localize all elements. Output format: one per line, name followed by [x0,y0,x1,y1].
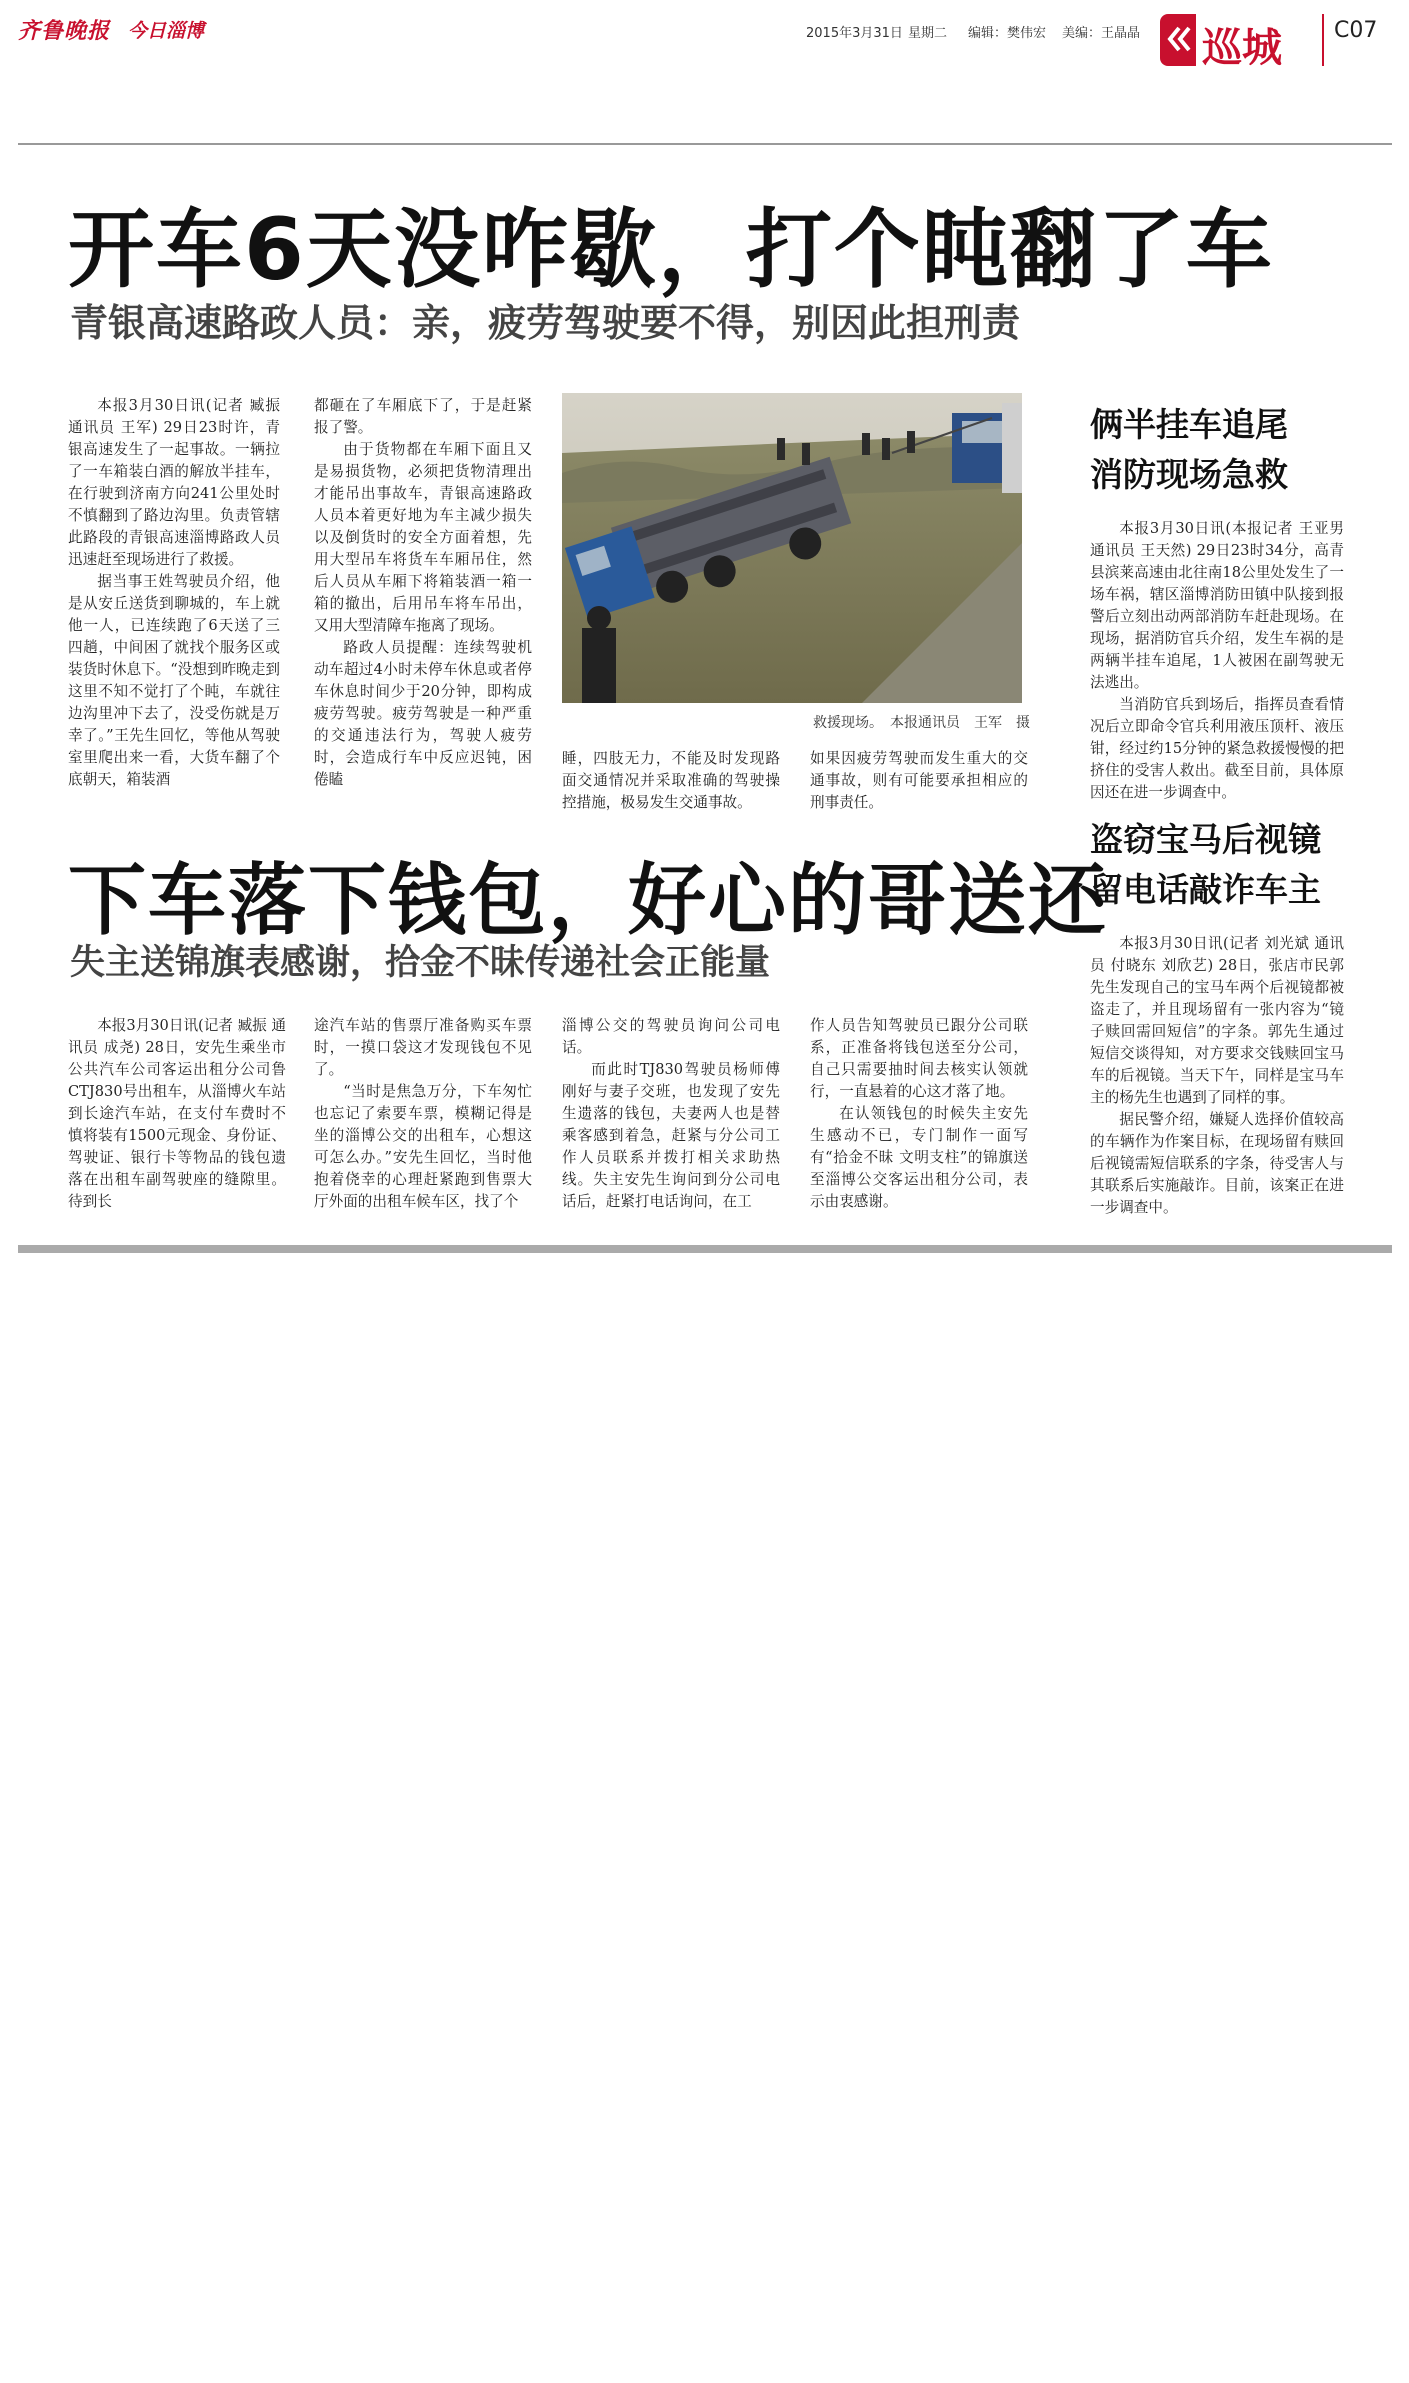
designer-credit: 美编：王晶晶 [1062,26,1141,41]
article1-column-2 [314,395,532,815]
article1-subheadline: 青银高速路政人员：亲，疲劳驾驶要不得，别因此担刑责 [70,301,1021,345]
editor-credit: 编辑：樊伟宏 [968,26,1047,41]
photo-caption: 救援现场。 本报通讯员 王军 摄 [813,715,1030,731]
article1-para-4: 由于货物都在车厢下面且又是易损货物，必须把货物清理出才能吊出事故车，青银高速路政人员本着更好地为车主减少损失以及倒货时的安全方面着想，先用大型吊车将货车车厢吊住，然后人员从车厢下将箱装酒一箱一箱的撤出，后用吊车将车吊出，又用大型清障车拖离了现场。 [314,441,532,634]
double-chevron-left-icon [1166,24,1192,54]
section-title: 巡城 [1202,25,1282,71]
masthead-rule [18,143,1392,145]
sidebar2-para-2: 据民警介绍，嫌疑人选择价值较高的车辆作为作案目标，在现场留有赎回后视镜需短信联系的字条，待受害人与其联系后实施敲诈。目前，该案正在进一步调查中。 [1090,1111,1344,1216]
article1-para-2: 据当事王姓驾驶员介绍，他是从安丘送货到聊城的，车上就他一人，已连续跑了6天送了三四趟，中间困了就找个服务区或装货时休息下。“没想到昨晚走到这里不知不觉打了个盹，车就往边沟里冲下去了，没受伤就是万幸了。”王先生回忆，等他从驾驶室里爬出来一看，大货车翻了个底朝天，箱装酒 [68,573,280,788]
sidebar1-headline-line1: 俩半挂车追尾 [1090,405,1288,444]
article1-column-1 [68,395,280,815]
article1-column-3 [562,748,780,818]
article1-para-7: 如果因疲劳驾驶而发生重大的交通事故，则有可能要承担相应的刑事责任。 [810,750,1028,811]
edition-name: 今日淄博 [128,20,205,42]
article2-para-5: 而此时TJ830驾驶员杨师傅刚好与妻子交班，也发现了安先生遗落的钱包，夫妻两人也是替乘客感到着急，赶紧与分公司工作人员联系并拨打相关求助热线。失主安先生询问到分公司电话后，赶紧打电话询问，在工 [562,1061,780,1210]
sidebar1-headline-line2: 消防现场急救 [1090,455,1288,494]
article2-para-1: 本报3月30日讯(记者 臧振 通讯员 成尧) 28日，安先生乘坐市公共汽车公司客运出租分公司鲁CTJ830号出租车，从淄博火车站到长途汽车站，在支付车费时不慎将装有1500元现金、身份证、驾驶证、银行卡等物品的钱包遗落在出租车副驾驶座的缝隙里。待到长 [68,1017,286,1210]
article2-para-4: 淄博公交的驾驶员询问公司电话。 [562,1017,780,1056]
sidebar2-para-1: 本报3月30日讯(记者 刘光斌 通讯员 付晓东 刘欣艺) 28日，张店市民郭先生发现自己的宝马车两个后视镜都被盗走了，并且现场留有一张内容为“镜子赎回需回短信”的字条。郭先生通过短信交谈得知，对方要求交钱赎回宝马车的后视镜。当天下午，同样是宝马车主的杨先生也遇到了同样的事。 [1090,935,1344,1106]
accident-photo [562,393,1022,703]
issue-date: 2015年3月31日 [806,26,903,41]
article2-para-6: 作人员告知驾驶员已跟分公司联系，正准备将钱包送至分公司，自己只需要抽时间去核实认领就行，一直悬着的心这才落了地。 [810,1017,1028,1100]
sidebar1-para-1: 本报3月30日讯(本报记者 王亚男 通讯员 王天然) 29日23时34分，高青县滨莱高速由北往南18公里处发生了一场车祸，辖区淄博消防田镇中队接到报警后立刻出动两部消防车赶赴现场。在现场，据消防官兵介绍，发生车祸的是两辆半挂车追尾，1人被困在副驾驶无法逃出。 [1090,520,1344,691]
sidebar2-body [1090,933,1344,1233]
article1-para-6: 睡，四肢无力，不能及时发现路面交通情况并采取准确的驾驶操控措施，极易发生交通事故。 [562,750,780,811]
newspaper-name: 齐鲁晚报 [18,18,111,44]
sidebar2-headline-line2: 留电话敲诈车主 [1090,870,1321,909]
article1-para-5: 路政人员提醒：连续驾驶机动车超过4小时未停车休息或者停车休息时间少于20分钟，即构成疲劳驾驶。疲劳驾驶是一种严重的交通违法行为，驾驶人疲劳时，会造成行车中反应迟钝，困倦瞌 [314,639,532,788]
page-number: C07 [1334,18,1378,43]
sidebar2-headline-line1: 盗窃宝马后视镜 [1090,820,1321,859]
sidebar1-body [1090,518,1344,801]
article2-para-7: 在认领钱包的时候失主安先生感动不已，专门制作一面写有“拾金不昧 文明支柱”的锦旗送至淄博公交客运出租分公司，表示由衷感谢。 [810,1105,1028,1210]
article1-headline: 开车6天没咋歇，打个盹翻了车 [68,200,1274,300]
article2-para-2: 途汽车站的售票厅准备购买车票时，一摸口袋这才发现钱包不见了。 [314,1017,532,1078]
article1-para-1: 本报3月30日讯(记者 臧振 通讯员 王军) 29日23时许，青银高速发生了一起事故。一辆拉了一车箱装白酒的解放半挂车，在行驶到济南方向241公里处时不慎翻到了路边沟里。负责管辖此路段的青银高速淄博路政人员迅速赶至现场进行了救援。 [68,397,280,568]
article2-column-1 [68,1015,286,1235]
issue-weekday: 星期二 [908,26,948,41]
sidebar1-para-2: 当消防官兵到场后，指挥员查看情况后立即命令官兵利用液压顶杆、液压钳，经过约15分钟的紧急救援慢慢的把挤住的受害人救出。截至目前，具体原因还在进一步调查中。 [1090,696,1344,801]
article2-column-2 [314,1015,532,1235]
article2-column-3 [562,1015,780,1235]
content-bottom-rule [18,1245,1392,1253]
article2-headline: 下车落下钱包，好心的哥送还 [68,856,1109,946]
article2-column-4 [810,1015,1028,1235]
article1-para-3: 都砸在了车厢底下了，于是赶紧报了警。 [314,397,532,436]
article2-subheadline: 失主送锦旗表感谢，拾金不昧传递社会正能量 [70,943,771,983]
masthead-divider [1322,14,1324,66]
article2-para-3: “当时是焦急万分，下车匆忙也忘记了索要车票，模糊记得是坐的淄博公交的出租车，心想这可怎么办。”安先生回忆，当时他抱着侥幸的心理赶紧跑到售票大厅外面的出租车候车区，找了个 [314,1083,532,1210]
article1-column-4 [810,748,1028,818]
